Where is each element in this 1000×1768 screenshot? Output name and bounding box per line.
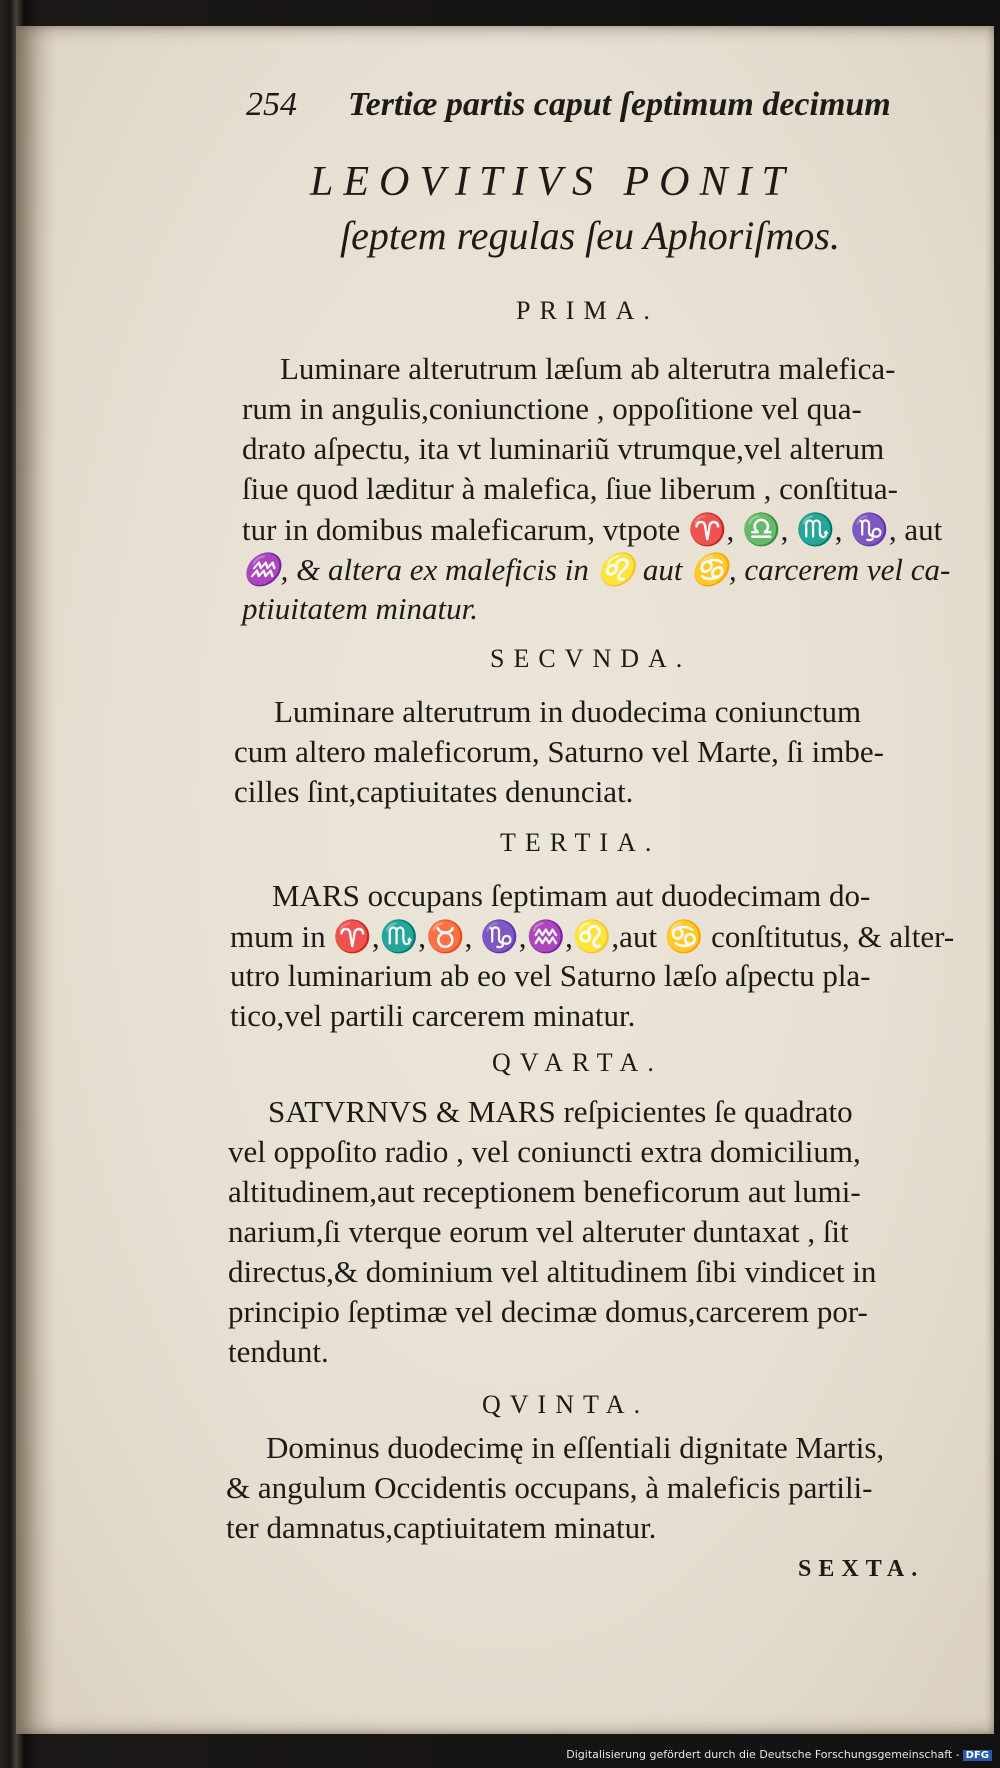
body-line: tendunt.: [228, 1334, 329, 1369]
section-heading-secunda: SECVNDA.: [490, 644, 692, 673]
chapter-title-line-2: ſeptem regulas ſeu Aphoriſmos.: [340, 213, 840, 258]
section-heading-quinta: QVINTA.: [482, 1390, 650, 1419]
body-line: vel oppoſito radio , vel coniuncti extra domicilium,: [228, 1134, 861, 1169]
body-line: drato aſpectu, ita vt luminariũ vtrumque,vel alterum: [242, 431, 885, 466]
body-line: ♒, & altera ex maleficis in ♌ aut ♋, carcerem vel ca-: [242, 552, 951, 587]
body-line: tur in domibus maleficarum, vtpote ♈, ♎, ♏, ♑, aut: [242, 512, 943, 547]
body-line: cum altero maleficorum, Saturno vel Marte, ſi imbe-: [234, 734, 884, 769]
body-line: tico,vel partili carcerem minatur.: [230, 998, 636, 1033]
digitization-footer: [566, 1748, 992, 1761]
page-number: 254: [246, 86, 297, 123]
section-heading-tertia: TERTIA.: [500, 828, 661, 857]
chapter-title-line-1: LEOVITIVS PONIT: [310, 159, 795, 205]
section-heading-quarta: QVARTA.: [492, 1048, 663, 1077]
running-head-title: Tertiæ partis caput ſeptimum decimum: [348, 86, 891, 123]
body-line: narium,ſi vterque eorum vel alteruter duntaxat , ſit: [228, 1214, 849, 1249]
dfg-logo: DFG: [963, 1750, 992, 1761]
body-line: mum in ♈,♏,♉, ♑,♒,♌,aut ♋ conſtitutus, & alter-: [230, 919, 955, 954]
body-line: Dominus duodecimę in eſſentiali dignitate Martis,: [266, 1430, 885, 1465]
catchword: SEXTA.: [798, 1556, 925, 1582]
body-line: & angulum Occidentis occupans, à maleficis partili-: [226, 1470, 873, 1505]
book-page: [16, 26, 994, 1734]
section-heading-prima: PRIMA.: [516, 296, 659, 325]
body-line: principio ſeptimæ vel decimæ domus,carcerem por-: [228, 1294, 868, 1329]
body-line: ptiuitatem minatur.: [242, 591, 478, 626]
body-line: MARS occupans ſeptimam aut duodecimam do-: [272, 878, 871, 913]
body-line: rum in angulis,coniunctione , oppoſitione vel qua-: [242, 391, 862, 426]
body-line: ſiue quod læditur à malefica, ſiue liberum , conſtitua-: [242, 471, 898, 506]
body-line: directus,& dominium vel altitudinem ſibi vindicet in: [228, 1254, 877, 1289]
body-line: SATVRNVS & MARS reſpicientes ſe quadrato: [268, 1094, 853, 1129]
body-line: ter damnatus,captiuitatem minatur.: [226, 1510, 657, 1545]
body-line: utro luminarium ab eo vel Saturno læſo aſpectu pla-: [230, 958, 871, 993]
body-line: altitudinem,aut receptionem beneficorum aut lumi-: [228, 1174, 861, 1209]
body-line: Luminare alterutrum in duodecima coniunctum: [274, 694, 862, 729]
body-line: Luminare alterutrum læſum ab alterutra malefica-: [280, 351, 896, 386]
body-line: cilles ſint,captiuitates denunciat.: [234, 774, 634, 809]
footer-text: Digitalisierung gefördert durch die Deutsche Forschungsgemeinschaft -: [566, 1748, 960, 1761]
